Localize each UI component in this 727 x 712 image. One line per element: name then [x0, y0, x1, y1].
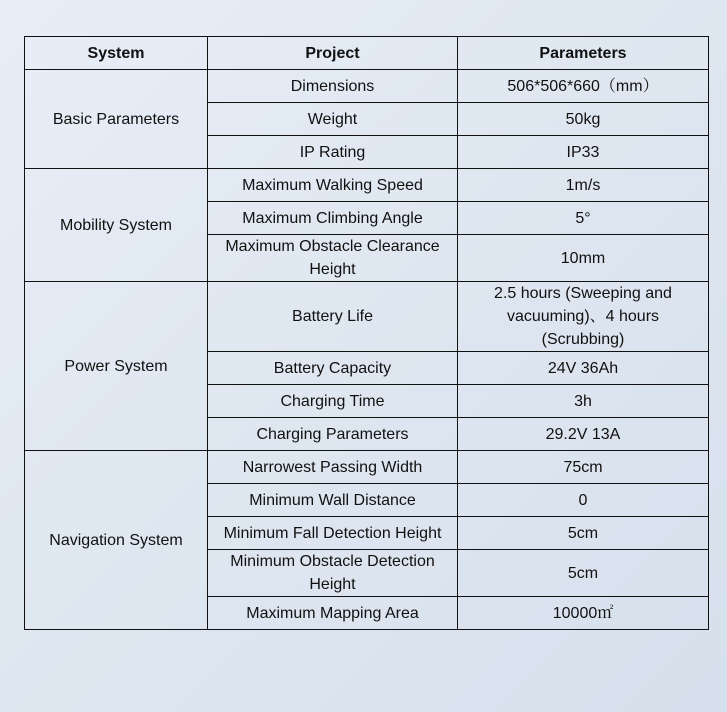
system-cell-power: Power System	[25, 282, 208, 451]
spec-table	[24, 36, 709, 630]
project-cell: Dimensions	[208, 70, 458, 103]
project-cell: Maximum Walking Speed	[208, 169, 458, 202]
parameter-cell: 75cm	[458, 451, 709, 484]
system-cell-basic: Basic Parameters	[25, 70, 208, 169]
project-cell: Minimum Fall Detection Height	[208, 517, 458, 550]
table-row	[25, 70, 709, 103]
parameter-cell: 5cm	[458, 517, 709, 550]
parameter-cell: 10000㎡	[458, 597, 709, 630]
parameter-cell: 506*506*660（mm）	[458, 70, 709, 103]
project-cell: Charging Time	[208, 385, 458, 418]
project-cell: Battery Capacity	[208, 352, 458, 385]
project-cell: Minimum Wall Distance	[208, 484, 458, 517]
parameter-cell: 1m/s	[458, 169, 709, 202]
table-header-row	[25, 37, 709, 70]
parameter-cell: 2.5 hours (Sweeping and vacuuming)、4 hours (Scrubbing)	[458, 282, 709, 352]
parameter-cell: 29.2V 13A	[458, 418, 709, 451]
project-cell: Battery Life	[208, 282, 458, 352]
project-cell: Narrowest Passing Width	[208, 451, 458, 484]
project-cell: Charging Parameters	[208, 418, 458, 451]
system-cell-mobility: Mobility System	[25, 169, 208, 282]
parameter-cell: 10mm	[458, 235, 709, 282]
project-cell: Maximum Mapping Area	[208, 597, 458, 630]
parameter-cell: 24V 36Ah	[458, 352, 709, 385]
project-cell: Weight	[208, 103, 458, 136]
project-cell: Maximum Obstacle Clearance Height	[208, 235, 458, 282]
parameter-cell: 50kg	[458, 103, 709, 136]
header-parameters: Parameters	[458, 37, 709, 70]
parameter-cell: 3h	[458, 385, 709, 418]
parameter-cell: 5cm	[458, 550, 709, 597]
project-cell: Minimum Obstacle Detection Height	[208, 550, 458, 597]
parameter-cell: 0	[458, 484, 709, 517]
table-row	[25, 282, 709, 352]
parameter-cell: IP33	[458, 136, 709, 169]
project-cell: IP Rating	[208, 136, 458, 169]
spec-table-container	[24, 36, 708, 630]
header-system: System	[25, 37, 208, 70]
project-cell: Maximum Climbing Angle	[208, 202, 458, 235]
system-cell-navigation: Navigation System	[25, 451, 208, 630]
header-project: Project	[208, 37, 458, 70]
table-row	[25, 451, 709, 484]
table-row	[25, 169, 709, 202]
parameter-cell: 5°	[458, 202, 709, 235]
